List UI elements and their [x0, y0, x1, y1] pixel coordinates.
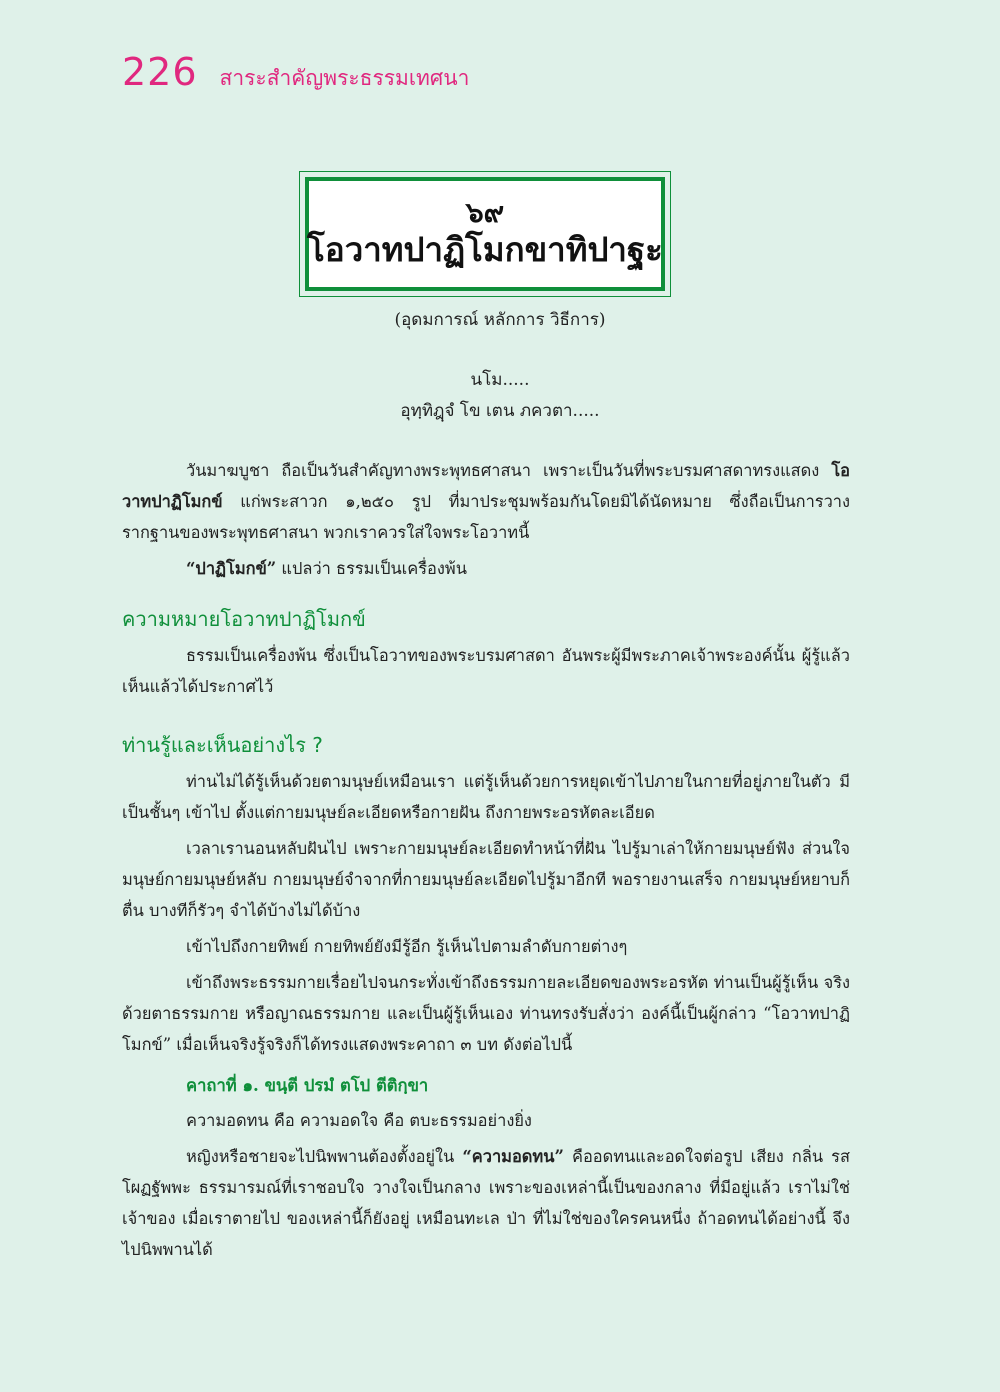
chapter-number: ๖๙	[465, 195, 505, 229]
paragraph-6: เข้าไปถึงกายทิพย์ กายทิพย์ยังมีรู้อีก รู้เห็นไปตามลำดับกายต่างๆ	[186, 937, 628, 956]
body-content	[122, 455, 850, 1270]
paragraph-1	[122, 455, 850, 548]
page-number: 226	[122, 50, 198, 94]
paragraph-1-rest: แก่พระสาวก ๑,๒๕๐ รูป ที่มาประชุมพร้อมกันโดยมิได้นัดหมาย ซึ่งถือเป็นการวาง รากฐานของพระพุทธศาสนา พวกเราควรใส่ใจพระโอวาทนี้	[122, 492, 850, 542]
paragraph-2-rest: แปลว่า ธรรมเป็นเครื่องพ้น	[276, 559, 467, 578]
paragraph-8: ความอดทน คือ ความอดใจ คือ ตบะธรรมอย่างยิ่ง	[186, 1111, 532, 1130]
chapter-title-box	[299, 171, 671, 297]
paragraph-9-bold: “ความอดทน”	[462, 1147, 564, 1166]
paragraph-5: เวลาเรานอนหลับฝันไป เพราะกายมนุษย์ละเอียดทำหน้าที่ฝัน ไปรู้มาเล่าให้กายมนุษย์ฟัง ส่วนใจมนุษย์กายมนุษย์หลับ กายมนุษย์จำจากที่กายมนุษย์ละเอียดไปรู้มาอีกที พอรายงานเสร็จ กายมนุษย์หยาบก็ตื่น บางทีก็รัวๆ จำได้บ้างไม่ได้บ้าง	[122, 839, 850, 920]
paragraph-2-bold: “ปาฏิโมกข์”	[186, 559, 277, 578]
paragraph-1-bold: โอวาทปาฏิโมกข์	[122, 461, 850, 511]
section-heading-how: ท่านรู้และเห็นอย่างไร ?	[122, 733, 323, 757]
section-heading-meaning: ความหมายโอวาทปาฏิโมกข์	[122, 607, 366, 631]
paragraph-9-rest: คืออดทนและอดใจต่อรูป เสียง กลิ่น รส โผฏฐัพพะ ธรรมารมณ์ที่เราชอบใจ วางใจเป็นกลาง เพราะของเหล่านี้เป็นของกลาง ที่มีอยู่แล้ว เราไม่ใช่เจ้าของ เมื่อเราตายไป ของเหล่านี้ก็ยังอยู่ เหมือนทะเล ป่า ที่ไม่ใช่ของใครคนหนึ่ง ถ้าอดทนได้อย่างนี้ จึงไปนิพพานได้	[122, 1147, 850, 1259]
paragraph-4: ท่านไม่ได้รู้เห็นด้วยตามนุษย์เหมือนเรา แต่รู้เห็นด้วยการหยุดเข้าไปภายในกายที่อยู่ภายในตัว มีเป็นชั้นๆ เข้าไป ตั้งแต่กายมนุษย์ละเอียดหรือกายฝัน ถึงกายพระอรหัตละเอียด	[122, 772, 850, 822]
invocation-line-2: อุทฺทิฎฺจํ โข เตน ภควตา.....	[400, 401, 600, 421]
verse-heading-1: คาถาที่ ๑. ขนฺตี ปรมํ ตโป ตีติกฺขา	[186, 1075, 429, 1095]
book-title: สาระสำคัญพระธรรมเทศนา	[219, 66, 470, 90]
paragraph-2	[122, 553, 850, 584]
paragraph-1-text: วันมาฆบูชา ถือเป็นวันสำคัญทางพระพุทธศาสนา เพราะเป็นวันที่พระบรมศาสดาทรงแสดง	[186, 461, 820, 480]
chapter-title-inner	[305, 177, 665, 291]
chapter-subtitle: (อุดมการณ์ หลักการ วิธีการ)	[394, 310, 606, 330]
invocation-line-1: นโม.....	[470, 370, 530, 390]
paragraph-7: เข้าถึงพระธรรมกายเรื่อยไปจนกระทั่งเข้าถึงธรรมกายละเอียดของพระอรหัต ท่านเป็นผู้รู้เห็น จริงด้วยตาธรรมกาย หรือญาณธรรมกาย และเป็นผู้รู้เห็นเอง ท่านทรงรับสั่งว่า องค์นี้เป็นผู้กล่าว “โอวาทปาฏิโมกข์” เมื่อเห็นจริงรู้จริงก็ได้ทรงแสดงพระคาถา ๓ บท ดังต่อไปนี้	[122, 973, 850, 1054]
paragraph-9	[122, 1141, 850, 1265]
chapter-title: โอวาทปาฏิโมกขาทิปาฐะ	[307, 229, 663, 269]
paragraph-9-text: หญิงหรือชายจะไปนิพพานต้องตั้งอยู่ใน	[186, 1147, 455, 1166]
paragraph-3: ธรรมเป็นเครื่องพ้น ซึ่งเป็นโอวาทของพระบรมศาสดา อันพระผู้มีพระภาคเจ้าพระองค์นั้น ผู้รู้แล้ว เห็นแล้วได้ประกาศไว้	[122, 646, 850, 696]
page-header	[122, 50, 469, 95]
